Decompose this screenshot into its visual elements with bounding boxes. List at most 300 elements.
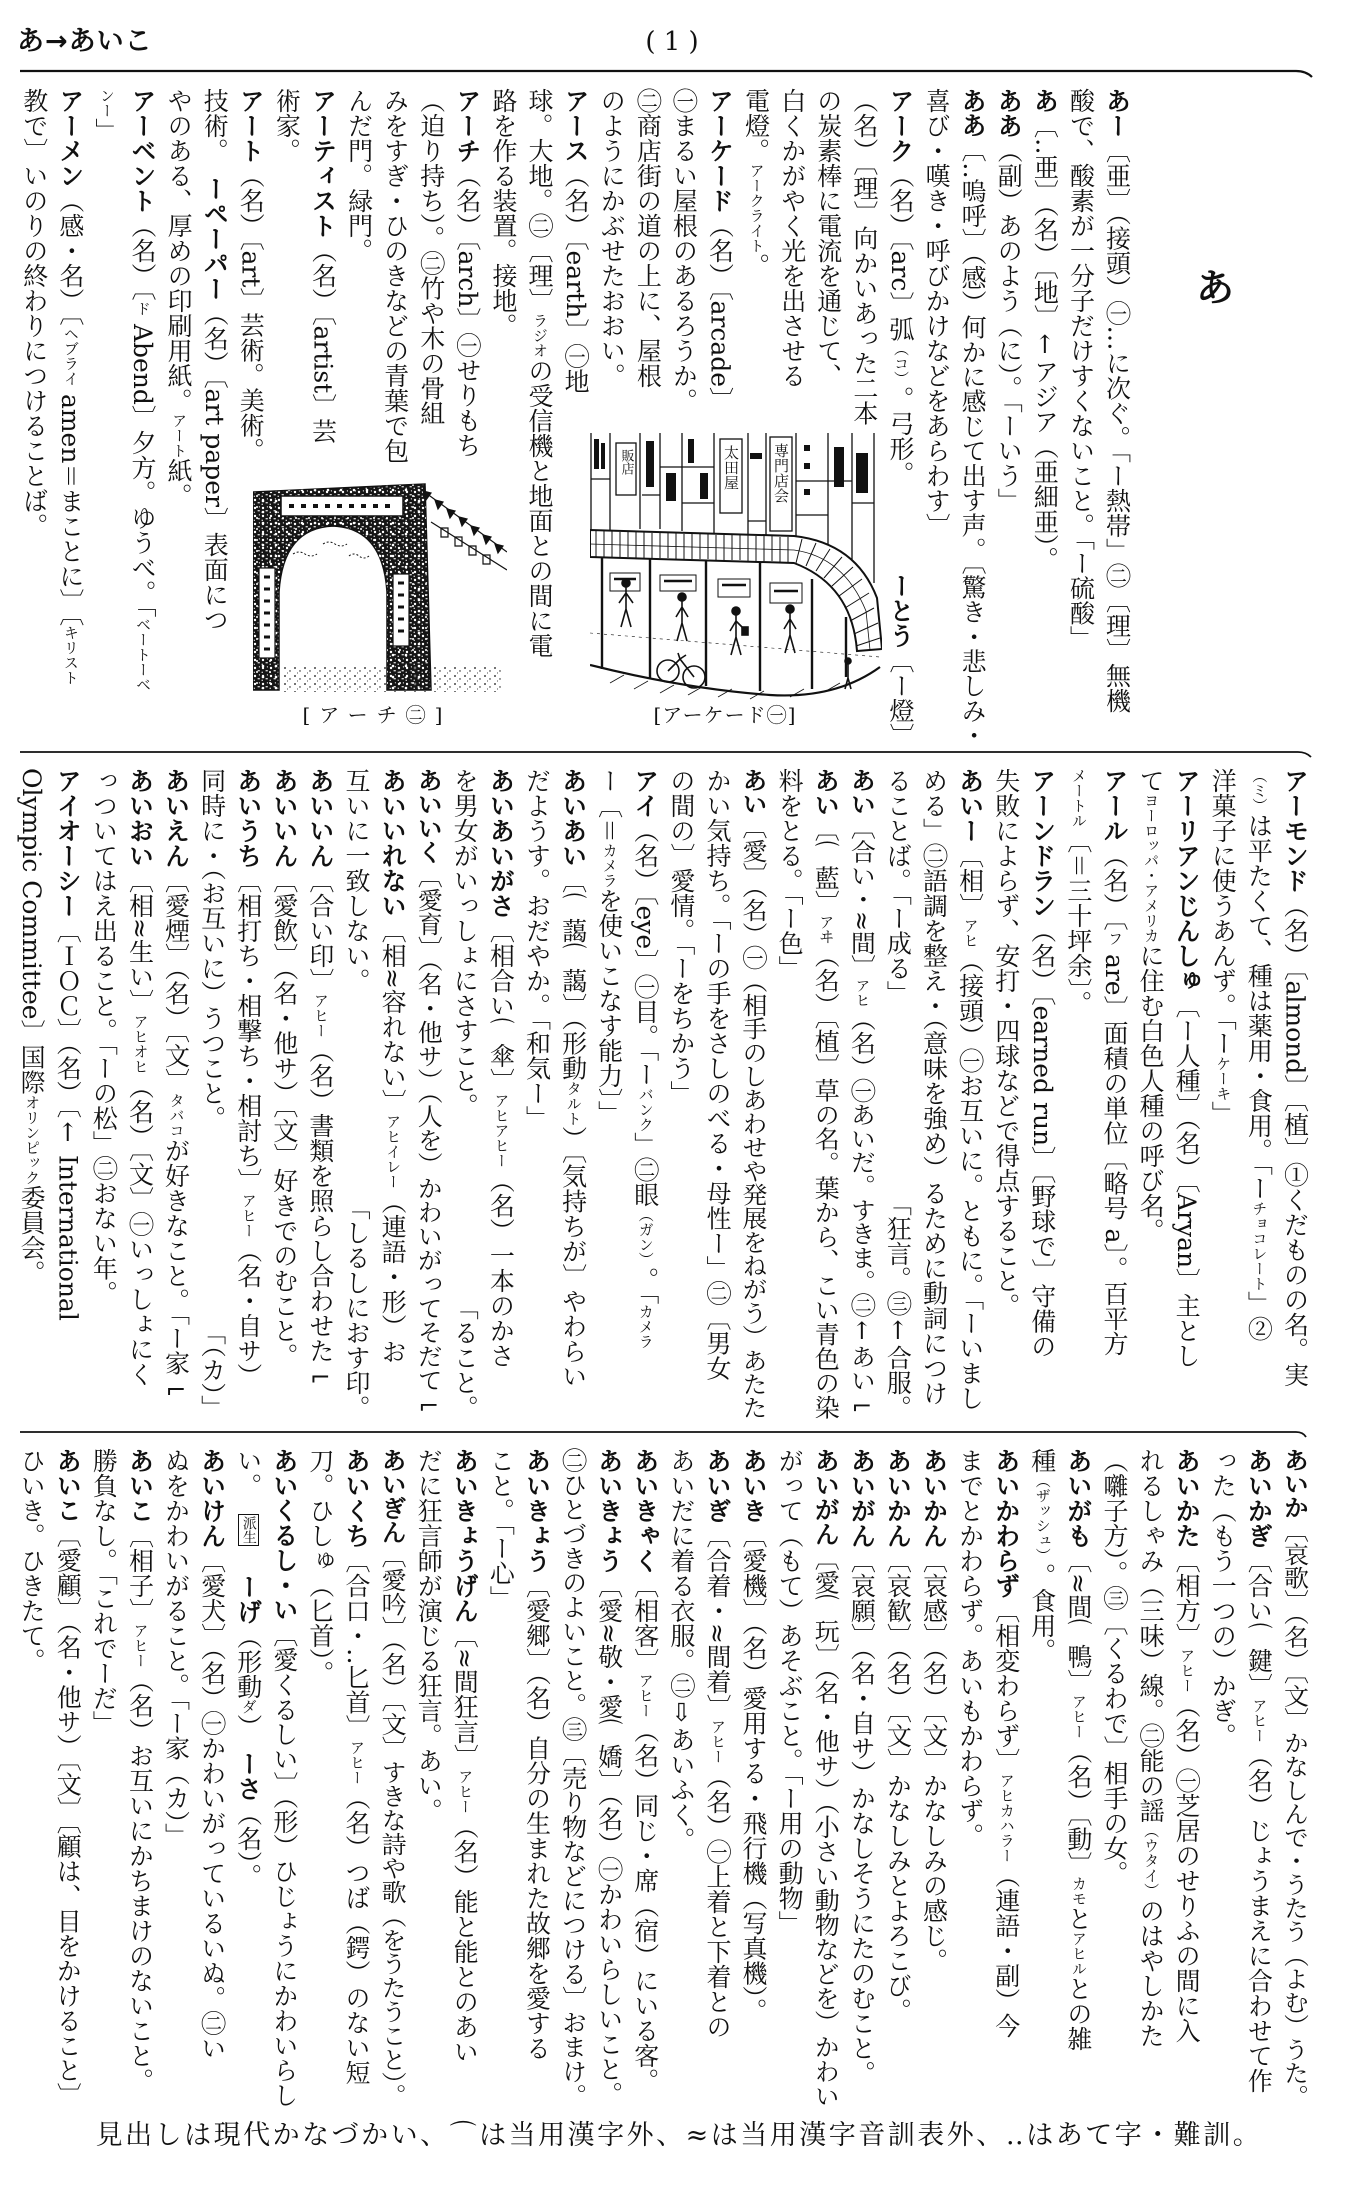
definition-text: 。弓形。 <box>885 386 915 487</box>
definition-text: 〔相子〕 <box>125 1523 155 1623</box>
entry-column <box>808 768 844 1420</box>
small-annotation: アヒー <box>131 1623 150 1668</box>
definition-text: い。 <box>233 1448 263 1511</box>
headword: あいあいがさ <box>486 768 516 918</box>
headword: あいかん <box>919 1448 949 1548</box>
headword: あいかん <box>883 1448 913 1548</box>
small-annotation: アヒル <box>1069 1931 1088 1977</box>
definition-text: 。 <box>741 253 771 278</box>
entry-column <box>988 1448 1024 2108</box>
headword: あいくるし・い <box>269 1448 299 1623</box>
entry-column <box>1241 1448 1277 2108</box>
entry-column <box>663 768 699 1420</box>
definition-text: （名）〔arc〕弧 <box>885 163 915 342</box>
entry-column <box>591 768 627 1420</box>
small-annotation: アヒイレー <box>384 1113 403 1189</box>
entry-column <box>1024 1448 1060 2108</box>
definition-text: だに狂言師が演じる狂言。あい。 <box>414 1448 444 1823</box>
reference-arrow: ↑ <box>883 1316 913 1345</box>
definition-text: の間の〕愛情。「ーをちかう」 <box>666 768 696 1106</box>
headword: あいおい <box>125 768 155 868</box>
headword: アーメン <box>55 88 85 188</box>
definition-text: あい⌐ <box>847 1344 877 1420</box>
small-annotation: ヘブライ <box>61 325 80 386</box>
storefront-sign: 販店 <box>618 449 634 475</box>
definition-text: （名）〔art paper〕表面につ <box>200 300 230 632</box>
definition-text: 同時に・（お互いに）うつこと。 <box>197 768 227 1131</box>
definition-text: （名）〔art〕芸術。美術。 <box>236 163 266 463</box>
entry-column <box>735 1448 771 2108</box>
entry-column <box>158 768 194 1420</box>
entry-column <box>844 768 880 1420</box>
headword: アイオーシー <box>53 768 83 918</box>
small-annotation: ンー <box>97 88 116 118</box>
definition-text: Abend〕夕方。ゆうべ。「 <box>128 315 158 617</box>
definition-text: 〔ＩＯＣ〕（名）〔 <box>53 918 83 1118</box>
notation-legend: 見出しは現代かなづかい、⌒は当用漢字外、≈は当用漢字音訓表外、‥はあて字・難訓。 <box>95 2120 1263 2151</box>
entry-column <box>916 768 952 1420</box>
entry-column <box>122 1448 158 2108</box>
small-annotation: アヒ <box>853 978 872 1008</box>
definition-text: との雑 <box>1063 1976 1093 2052</box>
headword: あい <box>811 768 841 817</box>
definition-text: と <box>1063 1906 1093 1932</box>
small-annotation: アヒカハラー <box>997 1773 1016 1863</box>
small-annotation: チョコレート <box>1250 1200 1269 1291</box>
entry-column <box>991 88 1027 748</box>
arch-figure-caption: [アーチ㊁] <box>302 703 452 727</box>
small-annotation: タバコ <box>167 1093 186 1138</box>
entry-column <box>302 768 338 1420</box>
small-annotation: （ウタイ） <box>1142 1823 1161 1898</box>
small-annotation: アヰ <box>817 914 836 944</box>
definition-text: の受信機と地面との間に電 <box>525 358 555 658</box>
reference-arrow: ⇩ <box>666 1698 696 1727</box>
small-annotation: ケーキ <box>1214 1055 1233 1101</box>
headword: ーとう <box>885 573 915 648</box>
definition-text: 〔ー燈〕 <box>885 648 915 748</box>
headword: あいこ <box>125 1448 155 1523</box>
headword: ーさ <box>233 1751 263 1801</box>
definition-text: （名）〔 <box>128 213 158 301</box>
definition-text: だようす。おだやか。「和気ー」 <box>522 768 552 1131</box>
arch-illustration <box>253 482 507 694</box>
definition-text: （副）あのよう（に）。「ーいう」 <box>994 138 1024 513</box>
definition-text: 〔≈間狂言〕 <box>450 1623 480 1769</box>
definition-text: （名）〔植〕草の名。葉から、こい青色の染 <box>811 943 841 1420</box>
definition-text: 〔相合い⌒傘〕 <box>486 918 516 1093</box>
definition-text: （名）能と能とのあい <box>450 1813 480 2064</box>
arcade-figure-caption: [アーケード㊀] <box>653 703 797 727</box>
small-annotation: ダ <box>239 1698 258 1714</box>
definition-text: （名）お互いにかちまけのないこと。 <box>125 1668 155 2093</box>
definition-text: れるしゃみ（三味）線。㊁能の謡 <box>1136 1448 1166 1823</box>
entry-column <box>447 768 483 1420</box>
definition-text: 〔愛顧〕（名・他サ）〔文〕〔顧は、目をかけること〕 <box>53 1522 83 2108</box>
definition-text: 術家。 <box>272 88 302 163</box>
definition-text: 白くかがやく光を出させる <box>777 88 807 388</box>
definition-text: （名）同じ・席（宿）にいる客。 <box>630 1718 660 2093</box>
entry-column <box>1024 768 1060 1420</box>
small-annotation: カメラ <box>600 843 619 889</box>
entry-column <box>483 1448 519 2108</box>
reference-arrow: ↑ <box>847 1316 877 1345</box>
definition-text: （名）〔eye〕㊀目。「ー <box>630 818 660 1087</box>
definition-text: 〔⌒藍〕 <box>811 816 841 915</box>
headword: あいいん <box>269 768 299 868</box>
entry-column <box>699 768 735 1420</box>
entry-column <box>1277 768 1313 1420</box>
definition-text: こと。「ー心」 <box>486 1448 516 1611</box>
small-annotation: アヒー <box>311 993 330 1038</box>
headword: あいくち <box>342 1448 371 1548</box>
band-divider-upper <box>20 752 1311 757</box>
definition-text: （感・名）〔 <box>55 188 85 326</box>
entry-column <box>558 88 594 748</box>
entry-column <box>1099 88 1135 748</box>
entry-column <box>1205 768 1241 1420</box>
headword: あい <box>739 768 769 816</box>
entry-column <box>1277 1448 1313 2109</box>
small-annotation: ベートーベ <box>134 616 153 692</box>
definition-text: 「しるしにおす印。 <box>342 1195 371 1420</box>
entry-column <box>338 768 374 1420</box>
entry-column <box>266 768 302 1420</box>
definition-text: Olympic Committee〕国際 <box>17 768 47 1095</box>
headword: あいうち <box>233 768 263 868</box>
headword: あいえん <box>161 768 191 868</box>
entry-column <box>266 1448 302 2108</box>
definition-text: （連語・形）お <box>378 1188 408 1364</box>
band-divider-lower <box>20 1432 1306 1437</box>
entry-column <box>882 88 918 748</box>
definition-text: 合服。 <box>883 1345 913 1420</box>
entry-column <box>1133 1448 1169 2108</box>
bicycle <box>657 653 705 688</box>
definition-text: 〔愛郷〕（名）自分の生まれた故郷を愛する <box>522 1573 552 2061</box>
entry-column <box>52 88 88 748</box>
small-annotation: アークライト <box>747 163 766 253</box>
definition-text: までとかわらず。あいもかわらず。 <box>955 1448 985 1848</box>
entry-column <box>880 768 916 1420</box>
entry-column <box>952 768 988 1420</box>
entry-column <box>627 1448 663 2108</box>
definition-text: 〔＝三十坪余〕。 <box>1063 828 1093 1016</box>
entry-column <box>699 1448 735 2108</box>
headword: アーチ <box>452 88 482 163</box>
entry-column <box>1060 768 1096 1420</box>
definition-text: 〔相変わらず〕 <box>991 1598 1021 1773</box>
small-annotation: アヒアヒー <box>492 1093 511 1168</box>
small-annotation: キリスト <box>61 625 80 686</box>
definition-text: を男女がいっしょにさすこと。 <box>450 768 480 1118</box>
headword: あい <box>847 768 877 816</box>
headword: ーペーパー <box>200 175 230 301</box>
headword: あいいく <box>414 768 444 865</box>
headword: あいがも <box>1063 1448 1093 1548</box>
entry-column <box>1205 1448 1241 2108</box>
definition-text: 〔愛煙〕（名）〔文〕 <box>161 868 191 1093</box>
definition-text: 〔愛吟〕（名）〔文〕すきな詩や歌（をうたうこと）。 <box>378 1543 408 2108</box>
definition-text: あいふく。 <box>666 1727 696 1852</box>
entry-column <box>1133 768 1169 1420</box>
entry-column <box>86 1448 122 2108</box>
entry-column <box>86 768 122 1420</box>
definition-text: （名）〔文〕㊀いっしょにく <box>125 1073 155 1387</box>
headword: あいきょう <box>522 1448 552 1573</box>
entry-column <box>952 1448 988 2108</box>
headword: アーモンド <box>1280 768 1310 893</box>
small-annotation: （ガン） <box>636 1206 655 1267</box>
entry-column <box>519 768 555 1420</box>
entry-column <box>158 1448 194 2108</box>
definition-text: んだ門。緑門。 <box>344 88 374 263</box>
definition-text: 喜び・嘆き・呼びかけなどをあらわす〕 <box>922 88 952 538</box>
definition-text: 」 <box>1208 1100 1238 1126</box>
definition-text: のようにかぶせたおおい。 <box>597 88 627 388</box>
definition-text: ー〔＝ <box>594 768 624 844</box>
entry-column <box>124 88 160 748</box>
entry-column <box>230 1448 266 2108</box>
definition-text: 〔愛≈敬・愛⌒嬌〕（名）㊀かわいらしいこと。 <box>594 1573 624 2107</box>
definition-text: ぬをかわいがること。「ー家（カ）」 <box>161 1448 191 1848</box>
definition-text: みをすぎ・ひのきなどの青葉で包 <box>380 88 410 463</box>
headword: ーげ <box>233 1548 263 1624</box>
definition-text: （名）書類を照らし合わせた⌐ <box>305 1038 335 1392</box>
definition-text: （連語・副）今 <box>991 1863 1021 2038</box>
page-number: ( 1 ) <box>645 27 699 57</box>
definition-text: 〔合い・≈間〕 <box>847 815 877 979</box>
headword: あいあい <box>558 768 588 868</box>
entry-column <box>1096 1448 1132 2108</box>
page-range-heading: あ→あいこ <box>17 26 153 57</box>
small-annotation: アート <box>170 413 189 458</box>
entry-column <box>88 88 124 748</box>
entry-column <box>988 768 1024 1420</box>
definition-text: 〔相≈容れない〕 <box>378 918 408 1114</box>
definition-text: 〔愛機〕（名）愛用する・飛行機（写真機）。 <box>739 1523 769 2023</box>
small-annotation: アヒー <box>239 1193 258 1238</box>
definition-text: （名）〔 <box>1099 843 1129 931</box>
storefront-sign: 太田屋 <box>722 445 740 490</box>
entry-column <box>194 768 230 1420</box>
definition-text: 失敗によらず、安打・四球などで得点すること。 <box>991 768 1021 1318</box>
definition-text: are〕面積の単位〔略号 a〕。百平方 <box>1099 945 1129 1356</box>
headword: アーケード <box>705 88 735 213</box>
definition-text: 種 <box>1027 1448 1057 1473</box>
definition-text: （接頭）㊀お互いに。ともに。「ーいまし <box>955 948 985 1411</box>
definition-text: （名）つば（鍔）のない短 <box>342 1784 371 2085</box>
entry-column <box>197 88 233 748</box>
entry-column <box>955 88 991 748</box>
definition-text: 刀。ひしゅ（匕首）。 <box>305 1448 335 1686</box>
definition-text: あいだに着る衣服。㊁ <box>666 1448 696 1698</box>
small-annotation: アヒー <box>708 1718 727 1764</box>
small-annotation: ヨーロッパ・アメリカ <box>1142 793 1161 943</box>
entry-column <box>14 1448 50 2108</box>
small-annotation: アヒオヒ <box>131 1013 150 1074</box>
definition-text: 路を作る装置。接地。 <box>488 88 518 338</box>
definition-text: 委員会。 <box>17 1184 47 1285</box>
definition-text: 互いに一致しない。 <box>342 768 371 993</box>
entry-column <box>1063 88 1099 748</box>
headword: あいきょうげん <box>450 1448 480 1623</box>
headword: あいき <box>739 1448 769 1523</box>
small-annotation: バンク <box>636 1086 655 1132</box>
entry-column <box>447 1448 483 2108</box>
definition-text: 〔愛飲〕（名・他サ）〔文〕好きでのむこと。 <box>269 868 299 1368</box>
entry-column <box>411 1448 447 2108</box>
definition-text: （名）〔almond〕〔植〕①くだものの名。実 <box>1280 893 1310 1387</box>
entry-column <box>916 1448 952 2108</box>
definition-text: （名）㊀あいだ。すきま。㊁ <box>847 1007 877 1317</box>
definition-text: ）〔気持ちが〕やわらい <box>558 1125 588 1388</box>
definition-text: は平たくて、種は薬用・食用。「ー <box>1244 813 1274 1201</box>
small-annotation: ド <box>134 300 153 316</box>
small-annotation: （ミ） <box>1250 768 1269 813</box>
headword: アーリアンじんしゅ <box>1172 768 1202 993</box>
definition-text: 〔相≈生い〕 <box>125 868 155 1014</box>
headword: あいぎ <box>702 1448 732 1523</box>
header-rule <box>20 71 1312 77</box>
definition-text: 〔合い⌒鍵〕 <box>1244 1548 1274 1698</box>
headword: アーンドラン <box>1027 768 1057 918</box>
definition-text: アジア（亜細亜）。 <box>1030 358 1060 572</box>
small-annotation: ラジオ <box>531 313 550 358</box>
definition-text: ㊀まるい屋根のあるろうか。 <box>669 88 699 413</box>
headword: あいいれない <box>378 768 408 918</box>
definition-text: っついてはえ出ること。「ーの松」㊁おない年。 <box>89 768 119 1306</box>
entry-column <box>772 768 808 1420</box>
definition-text: （囃子方）。㊂〔くるわで〕相手の女。 <box>1099 1448 1129 1886</box>
definition-text: 〔哀願〕（名・自サ）かなしそうにたのむこと。 <box>847 1548 877 2086</box>
entry-column <box>555 768 591 1420</box>
entry-column <box>50 768 86 1420</box>
entry-column <box>522 88 558 748</box>
definition-text: 教で〕いのりの終わりにつけることば。 <box>19 88 49 538</box>
headword: アーベント <box>128 88 158 213</box>
definition-text: （名）〔動〕 <box>1063 1738 1093 1877</box>
definition-text: 勝負なし。「これでーだ」 <box>89 1448 119 1736</box>
definition-text: 「狂言。㊂ <box>883 1191 913 1316</box>
entry-column <box>338 1448 374 2108</box>
small-annotation: アヒ <box>961 918 980 948</box>
small-annotation: アヒー <box>348 1739 366 1785</box>
small-annotation: フ <box>1105 930 1124 946</box>
definition-text: 」㊁眼 <box>630 1131 660 1207</box>
entry-column <box>772 1448 808 2108</box>
definition-text: 酸で、酸素が一分子だけすくないこと。「ー硫酸」 <box>1066 88 1096 651</box>
headword: アーティスト <box>308 88 338 238</box>
small-annotation: オリンピック <box>23 1094 42 1185</box>
definition-text: 〔合口・‥匕首〕 <box>342 1548 371 1740</box>
entry-column <box>16 88 52 748</box>
entry-column <box>122 768 158 1420</box>
small-annotation: アヒー <box>456 1768 475 1814</box>
headword: あ <box>1030 88 1060 113</box>
definition-text: のはやしかた <box>1136 1898 1166 2048</box>
definition-text: の炭素棒に電流を通じて、 <box>813 88 843 388</box>
definition-text: （名）一本のかさ <box>486 1168 516 1368</box>
entry-column <box>161 88 197 748</box>
storefront-sign: 専門店会 <box>772 443 790 503</box>
definition-text: 〔愛犬〕（名）㊀かわいがっているいぬ。㊁い <box>197 1548 227 2061</box>
headword: アイ <box>630 768 660 818</box>
definition-text: かい気持ち。「ーの手をさしのべる・母性ー」㊁〔男女 <box>702 768 732 1381</box>
definition-text: 「（カ）」 <box>197 1320 227 1420</box>
entry-column <box>483 768 519 1420</box>
definition-text: 〔愛〕（名）㊀（相手のしあわせや発展をねがう）あたた <box>739 815 769 1420</box>
definition-text: 「ること。 <box>450 1295 480 1420</box>
headword: アール <box>1099 768 1129 843</box>
entry-column <box>302 1448 338 2108</box>
entry-column <box>194 1448 230 2108</box>
entry-column <box>591 1448 627 2108</box>
definition-text: 電燈。 <box>741 88 771 163</box>
definition-text: 。食用。 <box>1027 1563 1057 1663</box>
definition-text: 〔相客〕 <box>630 1573 660 1673</box>
entry-column <box>844 1448 880 2108</box>
headword: あいかわらず <box>991 1448 1021 1598</box>
definition-text: を使いこなす能力〕」 <box>594 888 624 1126</box>
definition-text: ） <box>233 1713 263 1751</box>
definition-text: 〔哀歓〕（名）〔文〕かなしみとよろこび。 <box>883 1548 913 2023</box>
definition-text: （名）㊀芝居のせりふの間に入 <box>1172 1693 1202 2043</box>
headword: アース <box>561 88 591 163</box>
definition-text: 〔‥亜〕（名）〔地〕 <box>1030 113 1060 330</box>
entry-column <box>880 1448 916 2108</box>
middle-band <box>13 768 1313 1420</box>
definition-text: 」② <box>1244 1290 1274 1341</box>
definition-text: 技術。 <box>200 88 230 176</box>
definition-text: 洋菓子に使うあんず。「ー <box>1208 768 1238 1056</box>
entry-column <box>1027 88 1063 748</box>
headword: あいがん <box>811 1448 841 1546</box>
headword: あいきょう <box>594 1448 624 1573</box>
reference-arrow: ↑ <box>1030 329 1060 359</box>
definition-text: （名）じょうまえに合わせて作 <box>1244 1743 1274 2093</box>
definition-text: 球。大地。㊁〔理〕 <box>525 88 555 313</box>
definition-text: （名）〔arch〕㊀せりもち <box>452 163 482 458</box>
definition-text: 〔ー人種〕（名）〔Aryan〕主とし <box>1172 993 1202 1369</box>
headword: あいこ <box>53 1448 83 1523</box>
headword: あー <box>1102 88 1132 138</box>
definition-text: める」㊁語調を整え・（意味を強め）るために動詞につけ <box>919 768 949 1406</box>
entry-column <box>555 1448 591 2109</box>
definition-text: 。「 <box>630 1266 660 1305</box>
definition-text: 〔‥嗚呼〕（感）何かに感じて出す声。〔驚き・悲しみ・ <box>958 137 988 748</box>
definition-text: ることば。「ー成る」 <box>883 768 913 1006</box>
small-annotation: メートル <box>1069 768 1088 828</box>
pedestrians <box>619 579 851 689</box>
entry-column <box>735 768 771 1420</box>
definition-text: 〔愛くるしい〕（形）ひじょうにかわいらし <box>269 1622 299 2108</box>
entry-column <box>1169 768 1205 1420</box>
entry-column <box>50 1448 86 2108</box>
small-annotation: （コ） <box>891 341 910 387</box>
definition-text: 〔相打ち・相撃ち・相討ち〕 <box>233 868 263 1193</box>
definition-text: が好きなこと。「ー家⌐ <box>161 1138 191 1405</box>
definition-text: 〔相〕 <box>955 843 985 918</box>
entry-column <box>1096 768 1132 1420</box>
entry-column <box>627 768 663 1420</box>
small-annotation: カモ <box>1069 1876 1088 1907</box>
definition-text: 〔哀感〕（名）〔文〕かなしみの感じ。 <box>919 1548 949 1973</box>
flag-garland <box>419 488 507 570</box>
definition-text: 」 <box>91 118 121 143</box>
definition-text: 〔⌒藹⌒藹〕（形動 <box>558 868 588 1081</box>
definition-text: （名）〔artist〕芸 <box>308 238 338 444</box>
